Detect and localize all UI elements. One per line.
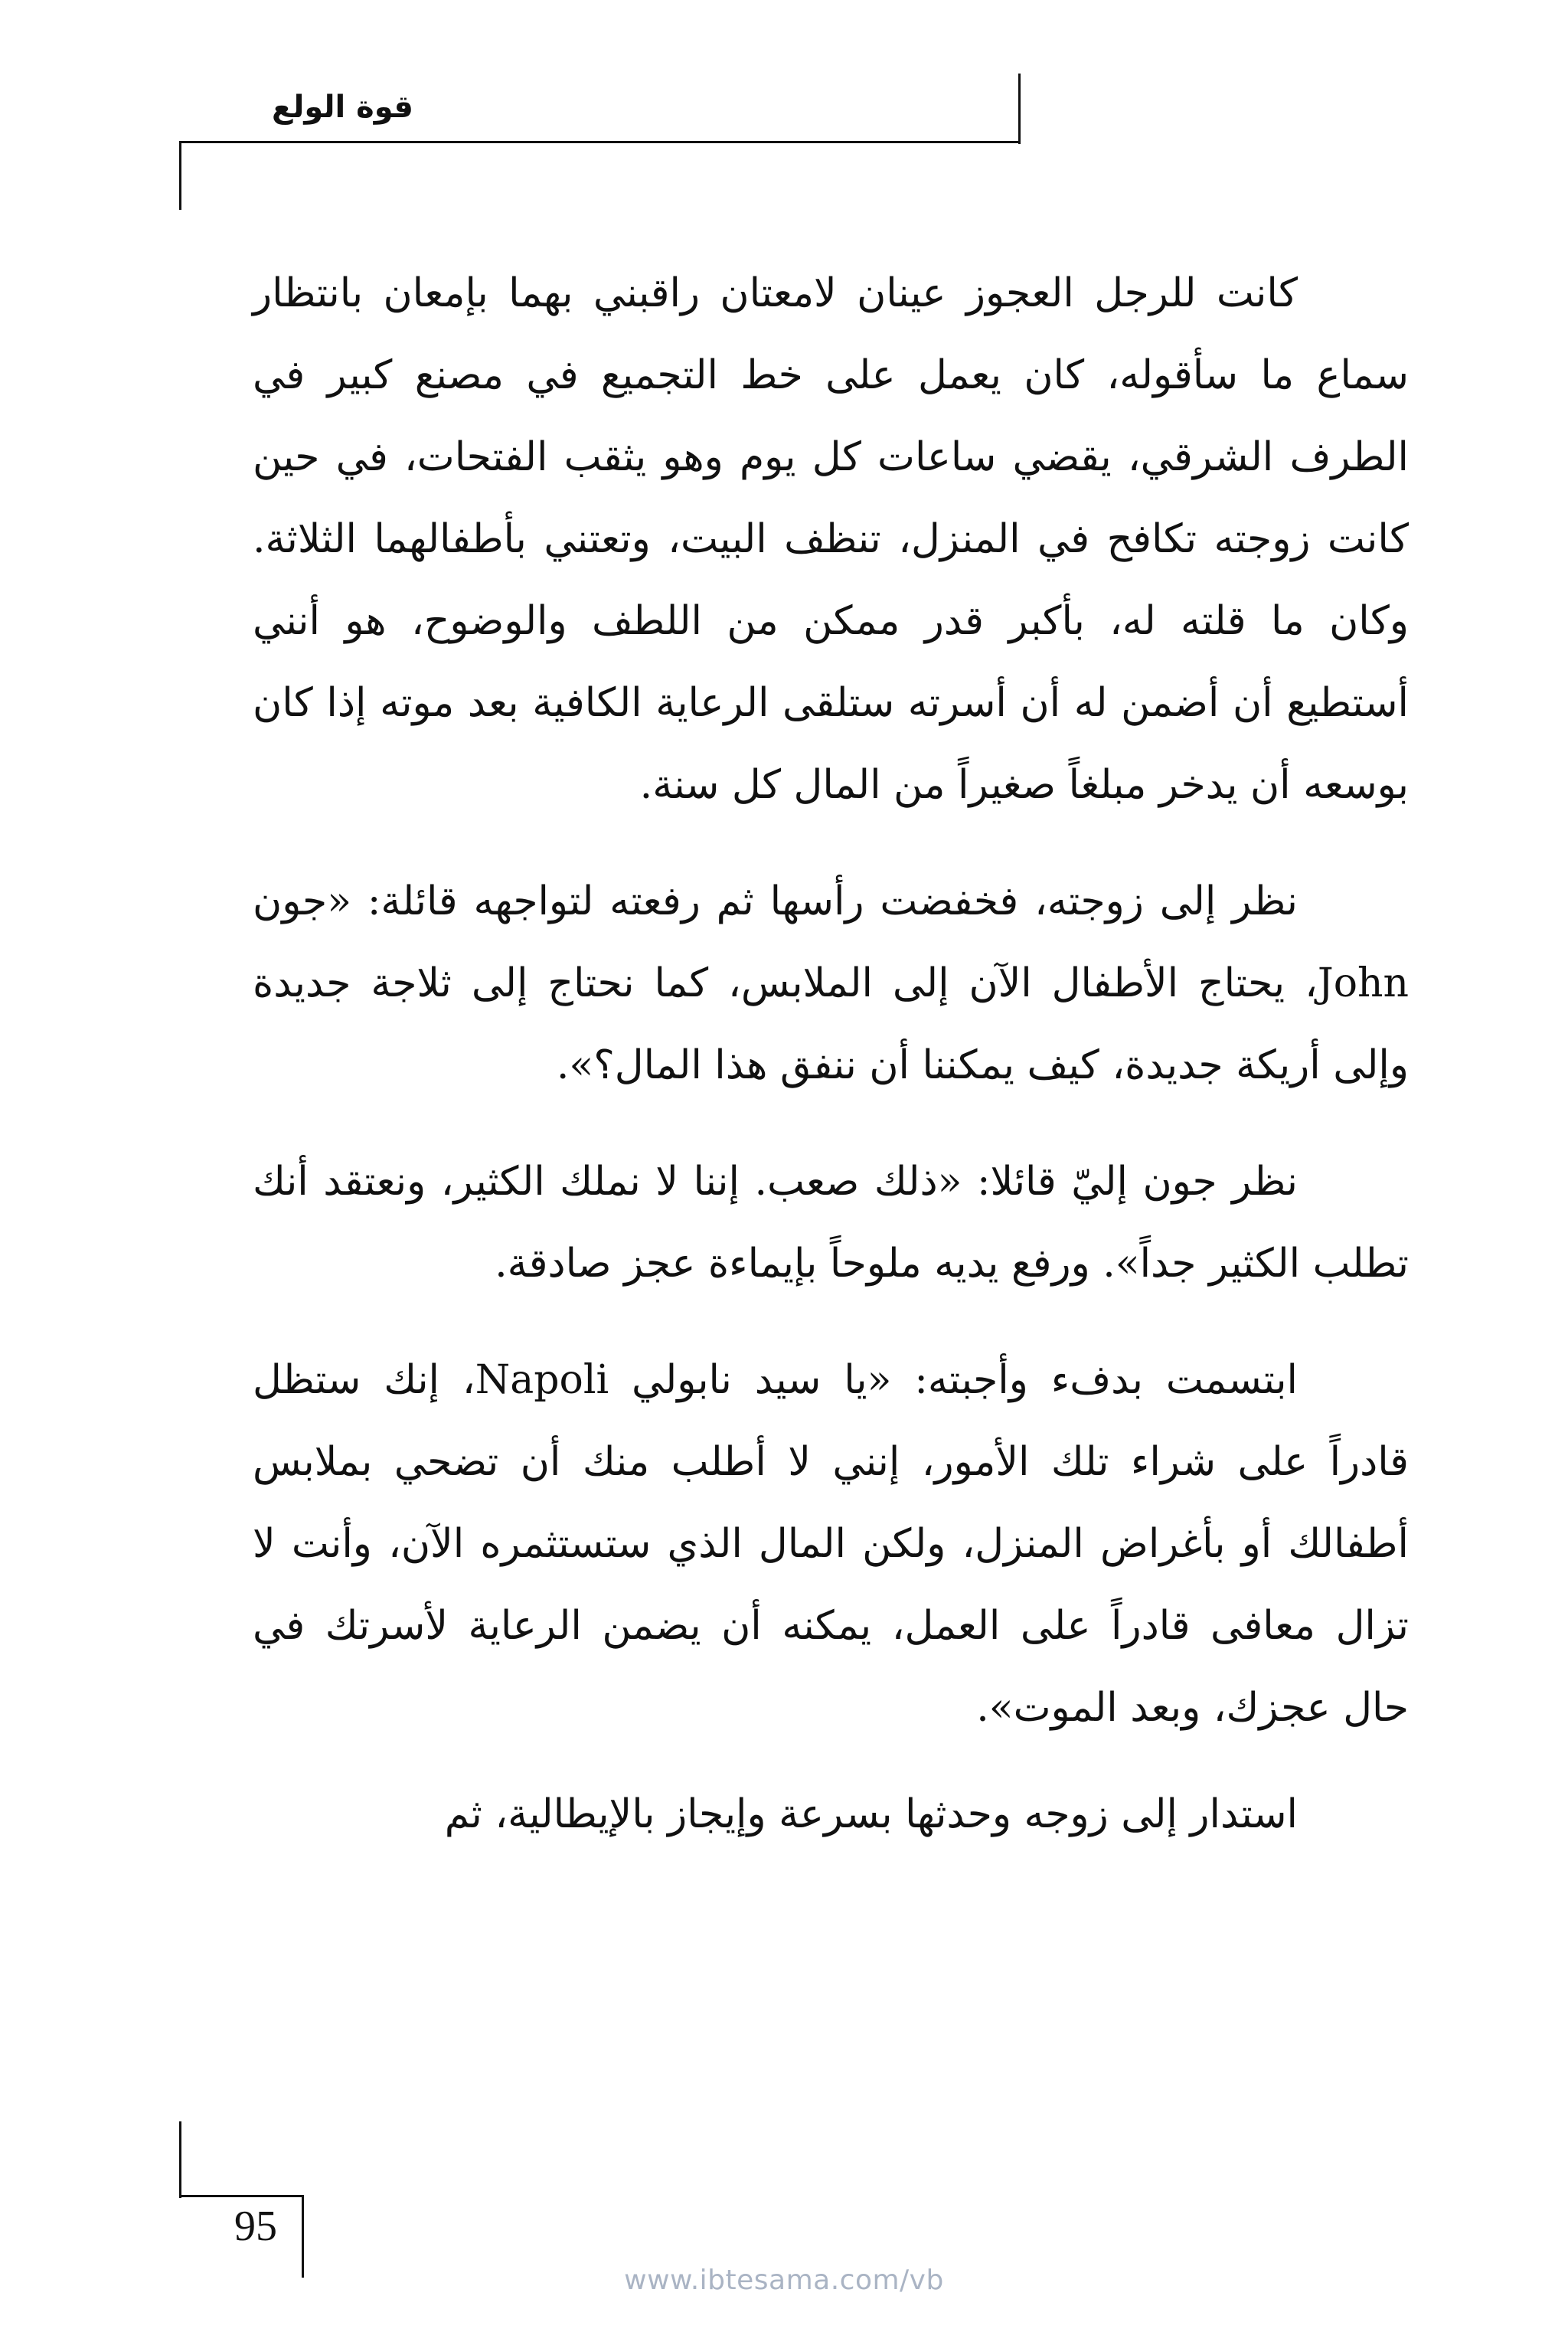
header-rule-left-vertical <box>179 141 181 210</box>
paragraph-5: استدار إلى زوجه وحدثها بسرعة وإيجاز بالإيطالية، ثم <box>444 1791 1298 1837</box>
page-body <box>253 253 1409 1856</box>
footer-rule-horizontal <box>179 2195 303 2197</box>
header-rule-top-vertical <box>1018 74 1021 144</box>
watermark-link[interactable]: www.ibtesama.com/vb <box>624 2265 944 2296</box>
header-rule-horizontal <box>179 141 1021 143</box>
paragraph-1: كانت للرجل العجوز عينان لامعتان راقبني بهما بإمعان بانتظار سماع ما سأقوله، كان يعمل على خط التجميع في مصنع كبير في الطرف الشرقي، يقضي ساعات كل يوم وهو يثقب الفتحات، في حين كانت زوجته تكافح في المنزل، تنظف البيت، وتعتني بأطفالهما الثلاثة. وكان ما قلته له، بأكبر قدر ممكن من اللطف والوضوح، هو أنني أستطيع أن أضمن له أن أسرته ستلقى الرعاية الكافية بعد موته إذا كان بوسعه أن يدخر مبلغاً صغيراً من المال كل سنة. <box>253 270 1409 808</box>
paragraph-3: نظر جون إليّ قائلا: «ذلك صعب. إننا لا نملك الكثير، ونعتقد أنك تطلب الكثير جداً». ورفع يديه ملوحاً بإيماءة عجز صادقة. <box>253 1159 1409 1287</box>
running-title: قوة الولع <box>272 90 413 125</box>
footer-rule-left-vertical <box>179 2121 181 2198</box>
paragraph-4: ابتسمت بدفء وأجبته: «يا سيد نابولي Napoli، إنك ستظل قادراً على شراء تلك الأمور، إنني لا أطلب منك أن تضحي بملابس أطفالك أو بأغراض المنزل، ولكن المال الذي ستستثمره الآن، وأنت لا تزال معافى قادراً على العمل، يمكنه أن يضمن الرعاية لأسرتك في حال عجزك، وبعد الموت». <box>253 1357 1409 1731</box>
paragraph-2: نظر إلى زوجته، فخفضت رأسها ثم رفعته لتواجهه قائلة: «جون John، يحتاج الأطفال الآن إلى الملابس، كما نحتاج إلى ثلاجة جديدة وإلى أريكة جديدة، كيف يمكننا أن ننفق هذا المال؟». <box>253 878 1409 1088</box>
page-number: 95 <box>234 2203 277 2250</box>
